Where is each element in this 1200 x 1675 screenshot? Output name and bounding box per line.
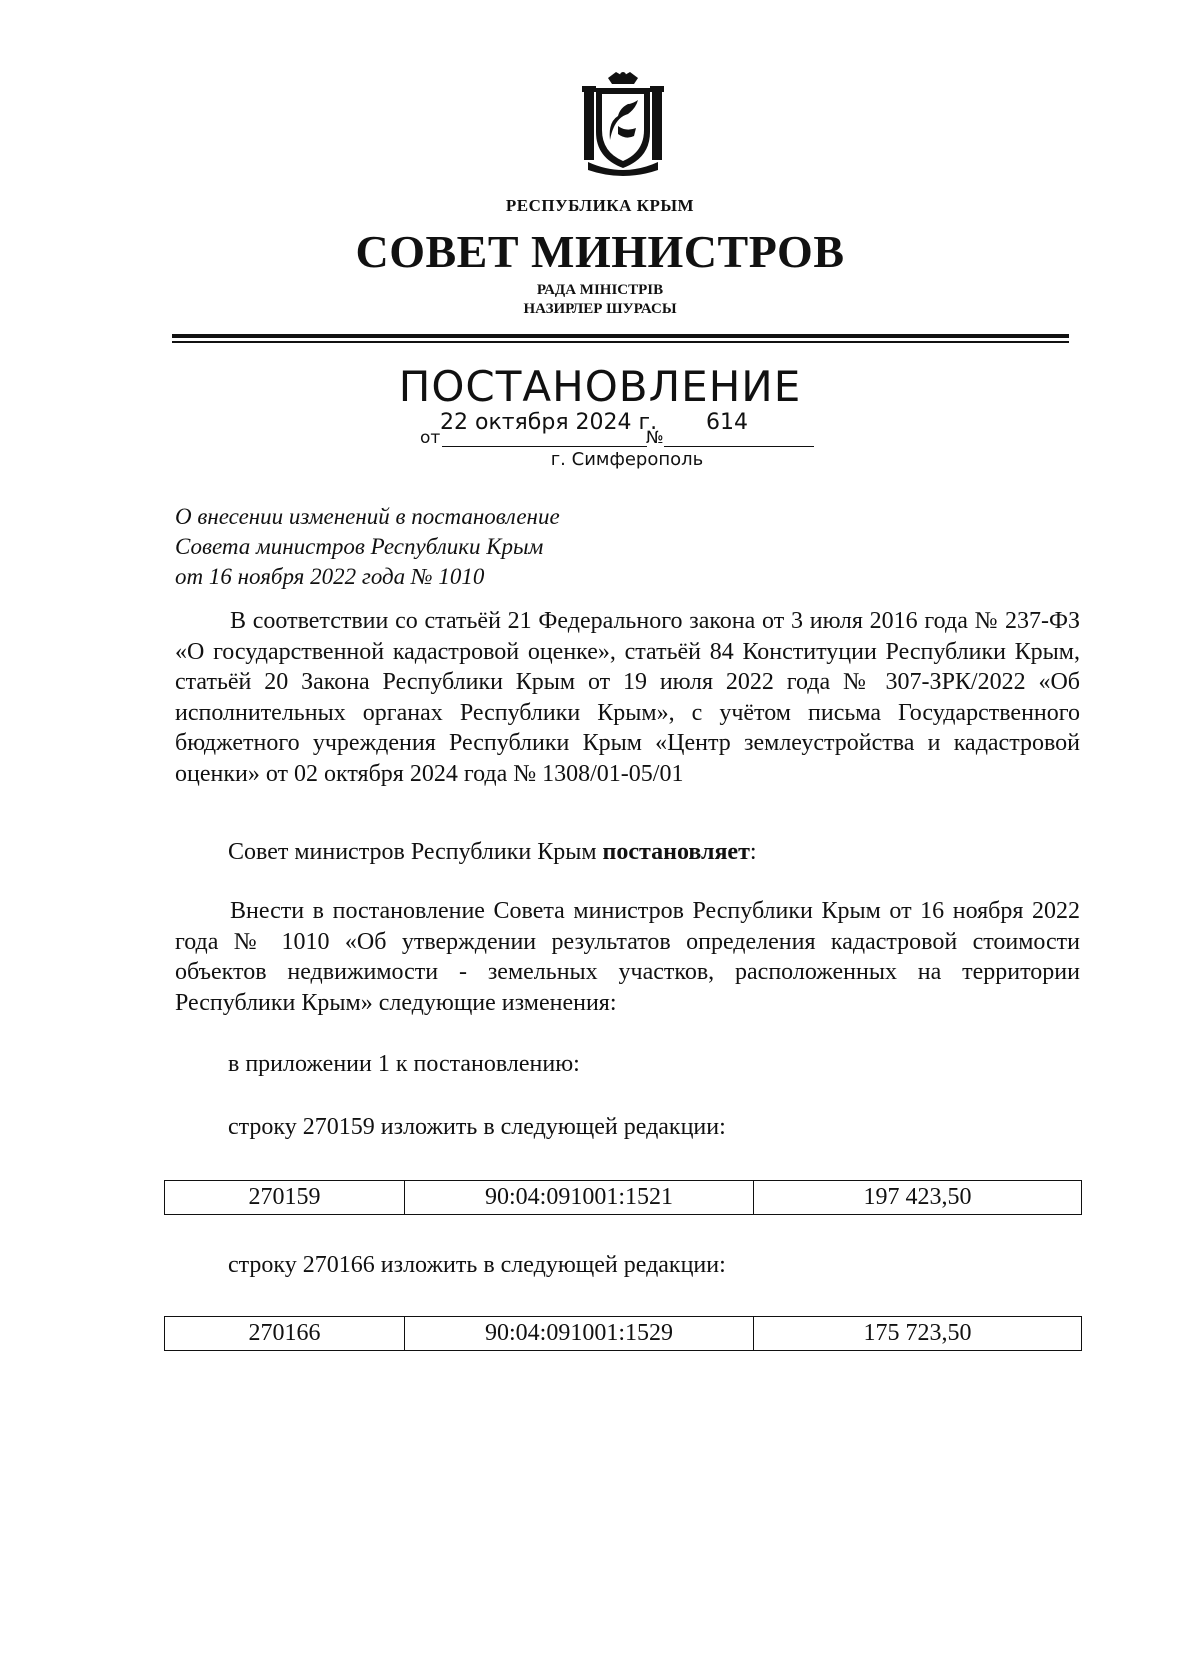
decree-title: ПОСТАНОВЛЕНИЕ [398, 362, 802, 411]
republic-name: РЕСПУБЛИКА КРЫМ [505, 196, 695, 215]
subject-line: Совета министров Республики Крым [175, 534, 544, 559]
council-name-ukrainian: РАДА МІНІСТРІВ [536, 282, 664, 298]
table-cell-cadastral-number: 90:04:091001:1521 [405, 1181, 754, 1215]
subject-line: О внесении изменений в постановление [175, 504, 560, 529]
crimea-coat-of-arms-icon [578, 70, 668, 180]
table-cell-row-number: 270159 [165, 1181, 405, 1215]
resolves-keyword: постановляет [602, 839, 750, 865]
resolves-colon: : [749, 839, 757, 865]
amendment-paragraph: Внести в постановление Совета министров Республики Крым от 16 ноября 2022 года № 1010 «Об утверждении результатов определения кадастровой стоимости объектов недвижимости - земельных участков, расположенных на территории Республики Крым» следующие изменения: [175, 898, 1080, 1016]
date-underline [442, 446, 647, 447]
decree-date: 22 октября 2024 г. [440, 410, 658, 435]
number-underline [664, 446, 814, 447]
table-row [165, 1181, 1082, 1215]
subject-line: от 16 ноября 2022 года № 1010 [175, 564, 485, 589]
header-divider-thick [172, 334, 1069, 338]
amended-row-table [164, 1316, 1082, 1351]
preamble-paragraph: В соответствии со статьёй 21 Федерального закона от 3 июля 2016 года № 237-ФЗ «О государственной кадастровой оценке», статьёй 84 Конституции Республики Крым, статьёй 20 Закона Республики Крым от 19 июля 2022 года № 307-ЗРК/2022 «Об исполнительных органах Республики Крым», с учётом письма Государственного бюджетного учреждения Республики Крым «Центр землеустройства и кадастровой оценки» от 02 октября 2024 года № 1308/01-05/01 [175, 608, 1080, 787]
row-instruction: строку 270159 изложить в следующей редакции: [228, 1114, 726, 1140]
annex-paragraph: в приложении 1 к постановлению: [228, 1051, 580, 1077]
decree-subject [175, 502, 560, 592]
number-prefix: № [646, 428, 664, 448]
table-row [165, 1317, 1082, 1351]
council-name-crimean-tatar: НАЗИРЛЕР ШУРАСЫ [523, 301, 677, 317]
row-instruction: строку 270166 изложить в следующей редакции: [228, 1252, 726, 1278]
table-cell-cadastral-number: 90:04:091001:1529 [405, 1317, 754, 1351]
table-cell-row-number: 270166 [165, 1317, 405, 1351]
table-cell-cadastral-value: 175 723,50 [754, 1317, 1082, 1351]
table-cell-cadastral-value: 197 423,50 [754, 1181, 1082, 1215]
date-prefix: от [420, 428, 441, 448]
header-divider-thin [172, 341, 1069, 343]
council-name: СОВЕТ МИНИСТРОВ [355, 226, 845, 277]
decree-number: 614 [706, 410, 748, 435]
resolves-text: Совет министров Республики Крым [228, 839, 603, 865]
amended-row-table [164, 1180, 1082, 1215]
decree-city: г. Симферополь [550, 449, 704, 470]
resolves-paragraph [228, 837, 757, 867]
